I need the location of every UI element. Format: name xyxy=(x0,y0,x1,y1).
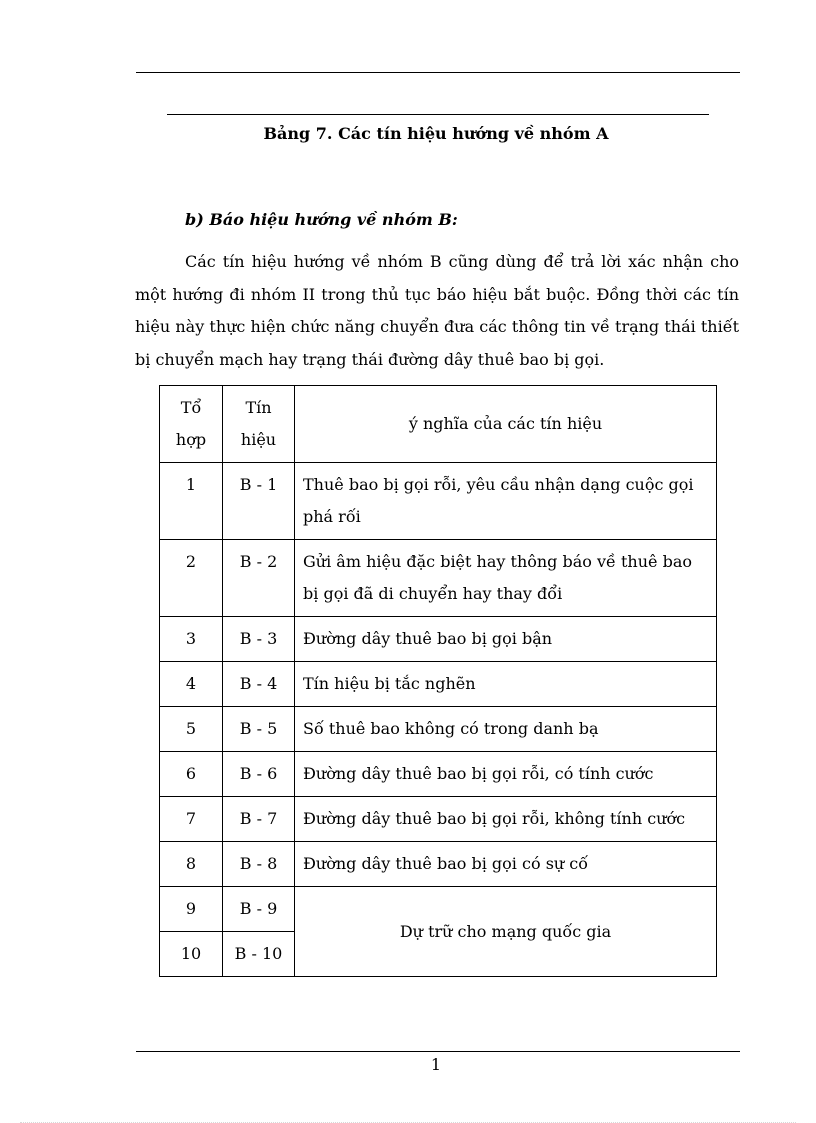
header-rule xyxy=(136,72,740,73)
table-row xyxy=(160,617,717,662)
body-paragraph: Các tín hiệu hướng về nhóm B cũng dùng để trả lời xác nhận cho một hướng đi nhóm II trong thủ tục báo hiệu bắt buộc. Đồng thời các tín hiệu này thực hiện chức năng chuyển đưa các thông tin về trạng thái thiết bị chuyển mạch hay trạng thái đường dây thuê bao bị gọi. xyxy=(135,252,739,369)
cell-combo: 6 xyxy=(160,752,223,797)
cell-signal: B - 6 xyxy=(223,752,295,797)
table-row xyxy=(160,463,717,540)
cell-signal: B - 3 xyxy=(223,617,295,662)
cell-meaning-merged: Dự trữ cho mạng quốc gia xyxy=(295,887,717,977)
cell-meaning: Đường dây thuê bao bị gọi bận xyxy=(295,617,717,662)
section-subheading: b) Báo hiệu hướng về nhóm B: xyxy=(185,210,458,229)
cell-signal: B - 4 xyxy=(223,662,295,707)
page-number: 1 xyxy=(430,1055,442,1074)
cell-combo: 1 xyxy=(160,463,223,540)
cell-combo: 2 xyxy=(160,540,223,617)
cell-signal: B - 7 xyxy=(223,797,295,842)
table-row xyxy=(160,842,717,887)
cell-meaning: Đường dây thuê bao bị gọi có sự cố xyxy=(295,842,717,887)
cell-combo: 4 xyxy=(160,662,223,707)
cell-signal: B - 10 xyxy=(223,932,295,977)
cell-meaning: Gửi âm hiệu đặc biệt hay thông báo về thuê bao bị gọi đã di chuyển hay thay đổi xyxy=(295,540,717,617)
table-row xyxy=(160,540,717,617)
cell-signal: B - 9 xyxy=(223,887,295,932)
header-meaning: ý nghĩa của các tín hiệu xyxy=(295,386,717,463)
table-row xyxy=(160,752,717,797)
table-header-row xyxy=(160,386,717,463)
cell-combo: 7 xyxy=(160,797,223,842)
footer-rule xyxy=(136,1051,740,1052)
cell-meaning: Số thuê bao không có trong danh bạ xyxy=(295,707,717,752)
signal-table xyxy=(159,385,717,977)
table-caption: Bảng 7. Các tín hiệu hướng về nhóm A xyxy=(263,124,609,143)
cell-signal: B - 5 xyxy=(223,707,295,752)
caption-top-rule xyxy=(167,114,709,115)
header-combo: Tổ hợp xyxy=(160,386,223,463)
table-row xyxy=(160,887,717,932)
cell-combo: 9 xyxy=(160,887,223,932)
table-row xyxy=(160,797,717,842)
cell-meaning: Thuê bao bị gọi rỗi, yêu cầu nhận dạng cuộc gọi phá rối xyxy=(295,463,717,540)
cell-meaning: Tín hiệu bị tắc nghẽn xyxy=(295,662,717,707)
cell-combo: 8 xyxy=(160,842,223,887)
cell-signal: B - 8 xyxy=(223,842,295,887)
table-row xyxy=(160,662,717,707)
cell-signal: B - 1 xyxy=(223,463,295,540)
table-row xyxy=(160,707,717,752)
cell-meaning: Đường dây thuê bao bị gọi rỗi, có tính cước xyxy=(295,752,717,797)
cell-signal: B - 2 xyxy=(223,540,295,617)
cell-meaning: Đường dây thuê bao bị gọi rỗi, không tính cước xyxy=(295,797,717,842)
cell-combo: 3 xyxy=(160,617,223,662)
cell-combo: 10 xyxy=(160,932,223,977)
header-signal: Tín hiệu xyxy=(223,386,295,463)
cell-combo: 5 xyxy=(160,707,223,752)
